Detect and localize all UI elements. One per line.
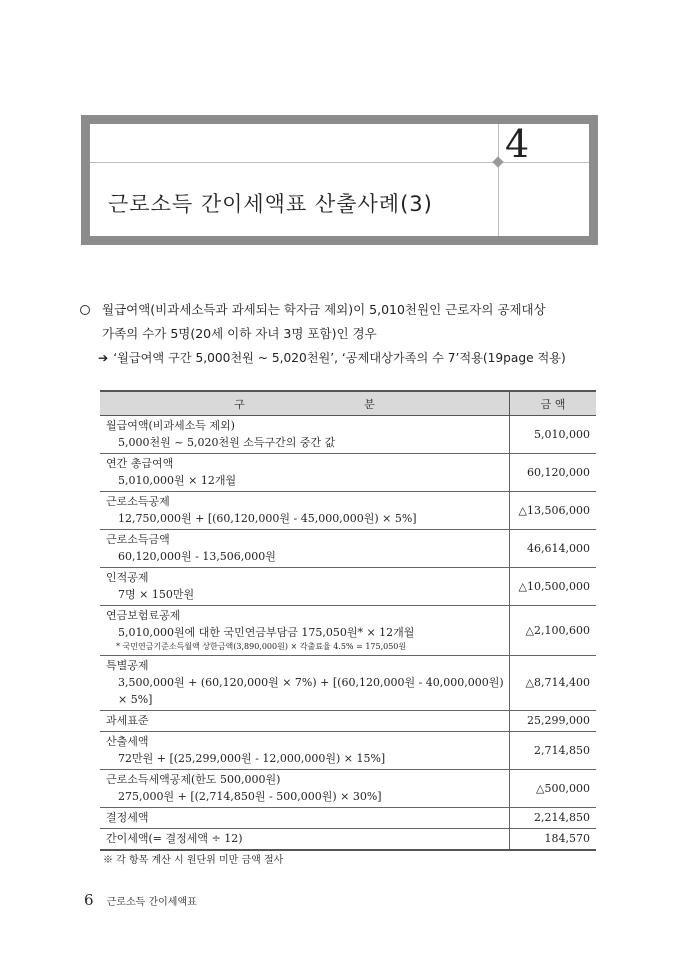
- row-amount: 2,714,850: [510, 732, 597, 770]
- row-description: [100, 711, 510, 732]
- calculation-table: [100, 390, 596, 851]
- row-title: 특별공제: [106, 659, 149, 672]
- footer-title: 근로소득 간이세액표: [106, 897, 197, 908]
- column-header-category-a: 구: [234, 397, 245, 411]
- intro-line-1: 월급여액(비과세소득과 과세되는 학자금 제외)이 5,010천원인 근로자의 공제대상: [102, 302, 546, 317]
- chapter-number: 4: [505, 122, 530, 166]
- intro-arrow-line: [80, 346, 600, 370]
- row-description: [100, 808, 510, 829]
- table-row: [100, 454, 596, 492]
- row-title: 근로소득공제: [106, 495, 170, 508]
- row-amount: △2,100,600: [510, 606, 597, 656]
- chapter-title: 근로소득 간이세액표 산출사례(3): [108, 192, 433, 216]
- table-row: [100, 656, 596, 711]
- circle-bullet-icon: [80, 305, 90, 315]
- row-description: [100, 606, 510, 656]
- table-row: [100, 530, 596, 568]
- intro-bullet: [80, 298, 600, 322]
- row-amount: 46,614,000: [510, 530, 597, 568]
- row-amount: 2,214,850: [510, 808, 597, 829]
- row-description: [100, 530, 510, 568]
- row-formula: 12,750,000원 + [(60,120,000원 - 45,000,000원) × 5%]: [118, 512, 417, 525]
- row-formula: 7명 × 150만원: [118, 588, 195, 601]
- row-title: 과세표준: [106, 714, 149, 727]
- row-description: [100, 454, 510, 492]
- row-title: 근로소득금액: [106, 533, 170, 546]
- diamond-ornament-icon: [492, 156, 503, 167]
- row-formula: 5,010,000원 × 12개월: [118, 474, 237, 487]
- table-header-row: [100, 391, 596, 416]
- intro-line-2: 가족의 수가 5명(20세 이하 자녀 3명 포함)인 경우: [102, 326, 377, 341]
- page-footer: [84, 890, 197, 909]
- table-row: [100, 808, 596, 829]
- chapter-header-inner: [90, 124, 589, 236]
- row-formula: 275,000원 + [(2,714,850원 - 500,000원) × 30%]: [118, 790, 382, 803]
- row-title: 인적공제: [106, 571, 149, 584]
- table-row: [100, 711, 596, 732]
- row-amount: 25,299,000: [510, 711, 597, 732]
- arrow-right-icon: ➔: [98, 351, 109, 365]
- row-description: [100, 492, 510, 530]
- intro-arrow-text: ‘월급여액 구간 5,000천원 ~ 5,020천원’, ‘공제대상가족의 수 7’적용(19page 적용): [113, 351, 566, 365]
- row-amount: 184,570: [510, 829, 597, 851]
- column-header-amount: 금 액: [510, 391, 597, 416]
- row-formula: 3,500,000원 + (60,120,000원 × 7%) + [(60,120,000원 - 40,000,000원) × 5%]: [118, 676, 504, 706]
- row-description: [100, 829, 510, 851]
- row-note: * 국민연금기준소득월액 상한금액(3,890,000원) × 각출료율 4.5% = 175,050원: [116, 642, 407, 651]
- row-title: 연금보험료공제: [106, 609, 181, 622]
- table-row: [100, 829, 596, 851]
- table-body: [100, 416, 596, 851]
- row-amount: △8,714,400: [510, 656, 597, 711]
- row-description: [100, 770, 510, 808]
- chapter-header-box: [81, 115, 598, 245]
- row-amount: △500,000: [510, 770, 597, 808]
- table-row: [100, 606, 596, 656]
- table-row: [100, 492, 596, 530]
- footnote: ※ 각 항목 계산 시 원단위 미만 금액 절사: [103, 855, 284, 866]
- page-number: 6: [84, 891, 94, 909]
- column-header-category: [100, 391, 510, 416]
- table-row: [100, 416, 596, 454]
- row-amount: 60,120,000: [510, 454, 597, 492]
- row-title: 산출세액: [106, 735, 149, 748]
- row-amount: △10,500,000: [510, 568, 597, 606]
- row-description: [100, 732, 510, 770]
- row-description: [100, 416, 510, 454]
- row-title: 간이세액(= 결정세액 ÷ 12): [106, 832, 243, 845]
- intro-section: [80, 298, 600, 370]
- row-formula: 5,010,000원에 대한 국민연금부담금 175,050원* × 12개월: [118, 626, 415, 639]
- column-header-category-b: 분: [364, 397, 375, 411]
- row-formula: 60,120,000원 - 13,506,000원: [118, 550, 276, 563]
- table-row: [100, 732, 596, 770]
- row-amount: 5,010,000: [510, 416, 597, 454]
- row-title: 월급여액(비과세소득 제외): [106, 419, 235, 432]
- row-title: 결정세액: [106, 811, 149, 824]
- row-formula: 72만원 + [(25,299,000원 - 12,000,000원) × 15%]: [118, 752, 386, 765]
- row-description: [100, 568, 510, 606]
- row-title: 근로소득세액공제(한도 500,000원): [106, 773, 281, 786]
- row-amount: △13,506,000: [510, 492, 597, 530]
- row-title: 연간 총급여액: [106, 457, 174, 470]
- header-divider-vertical: [498, 124, 499, 236]
- row-description: [100, 656, 510, 711]
- calculation-table-wrap: [100, 390, 596, 851]
- row-formula: 5,000천원 ~ 5,020천원 소득구간의 중간 값: [118, 436, 336, 449]
- table-row: [100, 568, 596, 606]
- table-row: [100, 770, 596, 808]
